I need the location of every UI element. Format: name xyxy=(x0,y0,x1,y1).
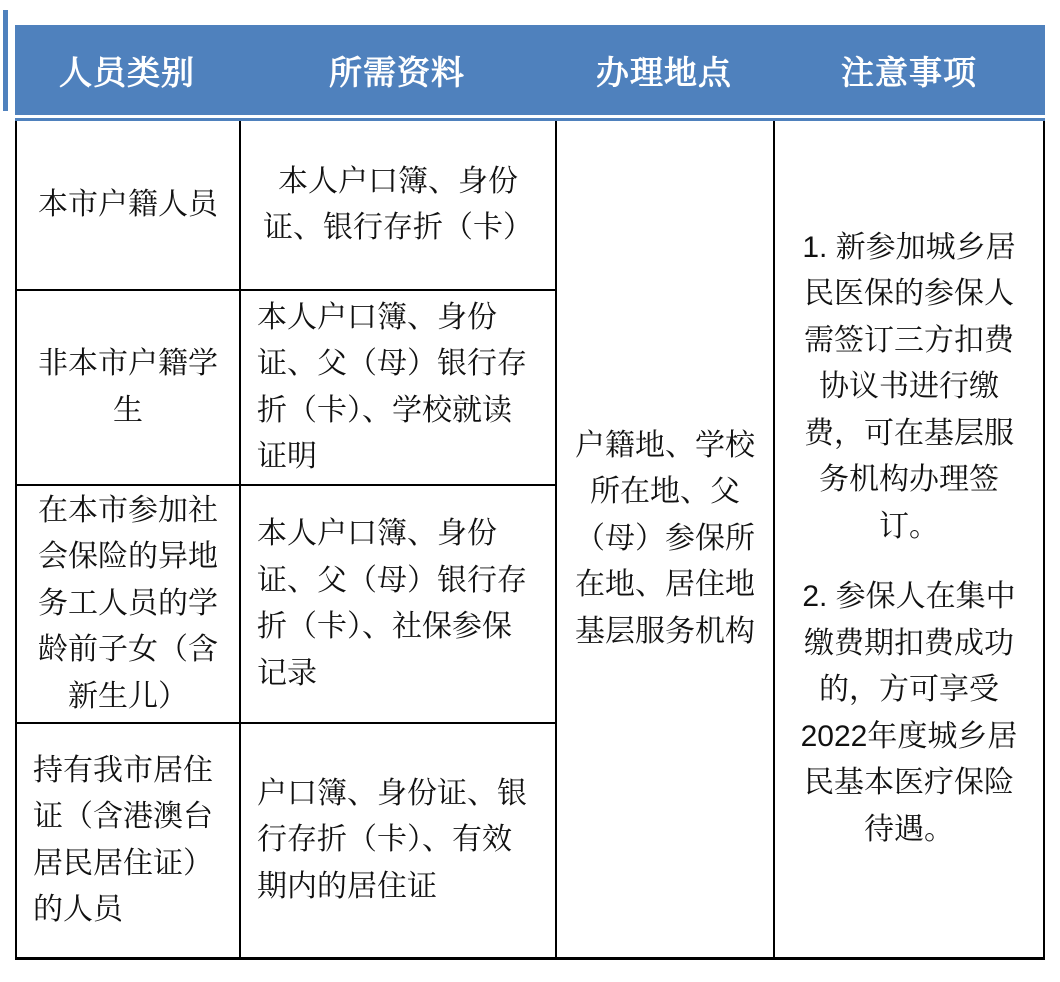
header-required-materials: 所需资料 xyxy=(329,53,465,91)
cell-notes-merged xyxy=(775,121,1043,957)
cell-materials-row2: 本人户口簿、身份证、父（母）银行存折（卡）、学校就读证明 xyxy=(241,291,557,486)
note-item-1: 1. 新参加城乡居民医保的参保人需签订三方扣费协议书进行缴费，可在基层服务机构办理签订。 xyxy=(802,230,1016,543)
cell-materials-row4: 户口簿、身份证、银行存折（卡）、有效期内的居住证 xyxy=(241,724,557,957)
header-processing-location: 办理地点 xyxy=(596,53,732,91)
cell-location-merged: 户籍地、学校所在地、父（母）参保所在地、居住地基层服务机构 xyxy=(557,121,775,957)
header-personnel-category: 人员类别 xyxy=(59,53,195,91)
header-notes: 注意事项 xyxy=(841,53,977,91)
cell-category-row4: 持有我市居住证（含港澳台居民居住证）的人员 xyxy=(17,724,241,957)
cell-category-row2: 非本市户籍学生 xyxy=(17,291,241,486)
table-header-row xyxy=(15,25,1045,115)
cell-category-row1: 本市户籍人员 xyxy=(17,121,241,291)
cell-materials-row3: 本人户口簿、身份证、父（母）银行存折（卡）、社保参保记录 xyxy=(241,486,557,724)
cell-category-row3: 在本市参加社会保险的异地务工人员的学龄前子女（含新生儿） xyxy=(17,486,241,724)
table-body xyxy=(15,121,1045,960)
cell-materials-row1: 本人户口簿、身份证、银行存折（卡） xyxy=(241,121,557,291)
left-accent-strip xyxy=(3,10,8,111)
note-item-2: 2. 参保人在集中缴费期扣费成功的，方可享受2022年度城乡居民基本医疗保险待遇。 xyxy=(800,580,1018,846)
